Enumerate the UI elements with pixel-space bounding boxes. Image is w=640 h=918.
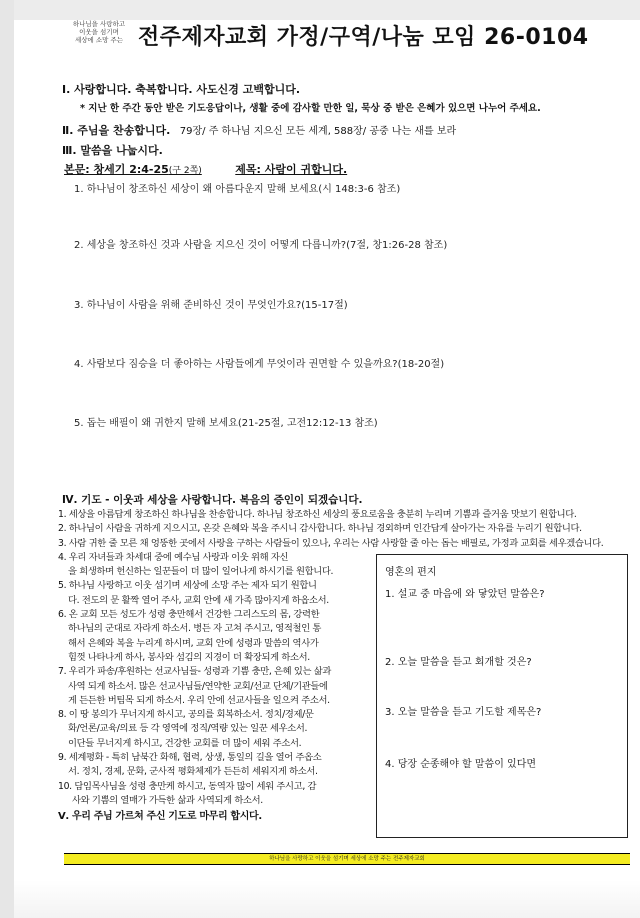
prayer-line: 다. 전도의 문 활짝 열어 주사, 교회 안에 새 가족 많아지게 하옵소서. — [68, 594, 329, 606]
slogan-line: 세상에 소망 주는 — [74, 36, 124, 44]
passage-page: (구 2쪽) — [168, 166, 202, 176]
prayer-line: 10. 담임목사님을 성령 충만케 하시고, 동역자 많이 세워 주시고, 감 — [58, 780, 317, 792]
soul-letter-question: 4. 당장 순종해야 할 말씀이 있다면 — [385, 759, 537, 770]
prayer-line: 서. 정치, 경제, 문화, 군사적 평화체제가 든든히 세워지게 하소서. — [68, 766, 318, 778]
prayer-line: 7. 우리가 파송/후원하는 선교사님들- 성령과 기쁨 충만, 은혜 있는 삶과 — [58, 666, 332, 678]
section-5-heading: Ⅴ. 우리 주님 가르쳐 주신 기도로 마무리 합시다. — [58, 811, 262, 823]
soul-letter-title: 영혼의 편지 — [385, 567, 437, 578]
prayer-line: 해서 은혜와 복을 누리게 하시며, 교회 안에 성령과 말씀의 역사가 — [68, 637, 319, 649]
passage-label: 본문: 창세기 2:4-25 — [64, 163, 169, 176]
prayer-item — [58, 551, 374, 580]
prayer-line: 8. 이 땅 봉의가 무너지게 하시고, 공의를 회복하소서. 정치/경제/문 — [58, 709, 314, 721]
hymn-list: 79장/ 주 하나님 지으신 모든 세계, 588장/ 공중 나는 새를 보라 — [179, 126, 457, 137]
question-item: 4. 사람보다 짐승을 더 좋아하는 사람들에게 무엇이라 권면할 수 있을까요?(18-20절) — [74, 359, 445, 370]
question-item: 2. 세상을 창조하신 것과 사람을 지으신 것이 어떻게 다릅니까?(7절, 창1:26-28 참조) — [74, 240, 448, 251]
section-2-heading: Ⅱ. 주님을 찬송합니다. — [62, 124, 171, 137]
church-slogan — [54, 20, 144, 44]
footer-bar: 하나님을 사랑하고 이웃을 섬기며 세상에 소망 주는 전주제자교회 — [64, 853, 630, 865]
prayer-line: 이단들 무너지게 하시고, 건강한 교회를 더 많이 세워 주소서. — [68, 737, 302, 749]
prayer-line: 9. 세계평화 - 특히 남북간 화해, 협력, 상생, 통일의 길을 열어 주옵소 — [58, 752, 322, 764]
section-3-heading: Ⅲ. 말씀을 나눕시다. — [62, 144, 163, 157]
prayer-item: 1. 세상을 아름답게 창조하신 하나님을 찬송합니다. 하나님 창조하신 세상의 풍요로움을 충분히 누리며 기쁨과 즐거움 맛보기 원합니다. — [58, 509, 577, 520]
soul-letter-question: 1. 설교 중 마음에 와 닿았던 말씀은? — [385, 589, 545, 600]
soul-letter-question: 2. 오늘 말씀을 듣고 회개할 것은? — [385, 657, 532, 668]
prayer-item — [58, 608, 374, 665]
scan-bottom-margin — [14, 880, 640, 918]
slogan-line: 하나님을 사랑하고 — [72, 20, 126, 28]
prayer-line: 하나님의 군대로 자라게 하소서. 병든 자 고쳐 주시고, 영적철인 통 — [68, 623, 322, 635]
section-4-heading: Ⅳ. 기도 - 이웃과 세상을 사랑합니다. 복음의 증인이 되겠습니다. — [62, 494, 363, 506]
prayer-line: 사역 되게 하소서. 많은 선교사님들/연약한 교회/선교 단체/기관들에 — [68, 680, 328, 692]
slogan-line: 이웃을 섬기며 — [79, 28, 119, 36]
page-title: 전주제자교회 가정/구역/나눔 모임 26-0104 — [138, 25, 589, 50]
section-2 — [62, 122, 456, 138]
prayer-item — [58, 751, 374, 780]
soul-letter-question: 3. 오늘 말씀을 듣고 기도할 제목은? — [385, 707, 542, 718]
header — [42, 20, 602, 60]
scan-top-edge — [0, 0, 640, 20]
prayer-item — [58, 665, 374, 708]
prayer-line: 사와 기쁨의 열매가 가득한 삶과 사역되게 하소서. — [72, 794, 263, 806]
prayer-line: 4. 우리 자녀들과 차세대 중에 예수님 사랑과 이웃 위해 자신 — [58, 551, 289, 563]
prayer-line: 6. 온 교회 모든 성도가 성령 충만해서 건강한 그리스도의 몸, 강력한 — [58, 609, 320, 621]
prayer-line: 을 희생하며 헌신하는 일꾼들이 더 많이 일어나게 하시기를 원합니다. — [68, 566, 334, 578]
section-1-note: * 지난 한 주간 동안 받은 기도응답이나, 생활 중에 감사할 만한 일, 묵상 중 받은 은혜가 있으면 나누어 주세요. — [80, 103, 541, 114]
scan-left-edge — [0, 0, 14, 918]
soul-letter-box — [376, 554, 628, 838]
prayer-line: 화/언론/교육/의료 등 각 영역에 정직/역량 있는 일꾼 세우소서. — [68, 723, 308, 735]
sermon-title: 제목: 사람이 귀합니다. — [235, 163, 348, 176]
section-1-heading: Ⅰ. 사랑합니다. 축복합니다. 사도신경 고백합니다. — [62, 83, 301, 96]
question-item: 3. 하나님이 사람을 위해 준비하신 것이 무엇인가요?(15-17절) — [74, 300, 348, 311]
prayer-item: 3. 사람 귀한 줄 모른 채 엉뚱한 곳에서 사랑을 구하는 사람들이 있으나, 우리는 사람 사랑할 줄 아는 돕는 배필로, 가정과 교회를 세우겠습니다. — [58, 537, 604, 549]
passage-row — [64, 161, 347, 177]
prayer-line: 5. 하나님 사랑하고 이웃 섬기며 세상에 소망 주는 제자 되기 원합니 — [58, 580, 317, 592]
prayer-item: 2. 하나님이 사람을 귀하게 지으시고, 온갖 은혜와 복을 주시니 감사합니다. 하나님 경외하며 인간답게 살아가는 자유를 누리기 원합니다. — [58, 523, 582, 535]
prayer-item — [58, 708, 374, 751]
question-item: 1. 하나님이 창조하신 세상이 왜 아름다운지 말해 보세요(시 148:3-6 참조) — [74, 184, 401, 195]
prayer-line: 게 든든한 버팀목 되게 하소서. 우리 안에 선교사들을 일으켜 주소서. — [68, 694, 330, 706]
prayer-item — [58, 579, 374, 608]
question-item: 5. 돕는 배필이 왜 귀한지 말해 보세요(21-25절, 고전12:12-13 참조) — [74, 418, 378, 429]
prayer-line: 힘껏 나타나게 하사, 봉사와 섬김의 지경이 더 확장되게 하소서. — [68, 651, 310, 663]
prayer-item — [58, 780, 374, 809]
